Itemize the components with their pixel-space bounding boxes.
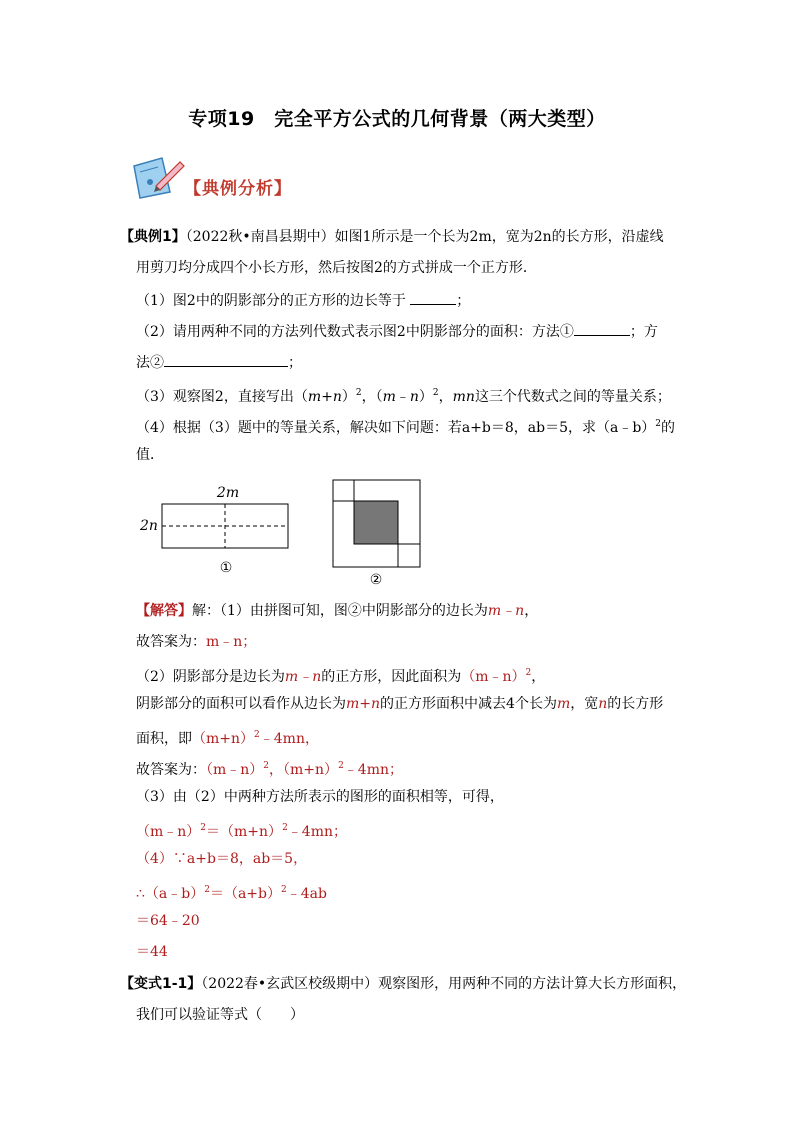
variant-tag: 【变式1-1】 [120,976,202,992]
example-text-1: （2022秋•南昌县期中）如图1所示是一个长为2m，宽为2n的长方形，沿虚线 [185,229,664,245]
question-4: （4）根据（3）题中的等量关系，解决如下问题：若a+b＝8，ab＝5，求（a﹣b）$^2$的 [136,419,676,436]
example-tag: 【典例1】 [120,229,186,245]
question-2a: （2）请用两种不同的方法列代数式表示图2中阴影部分的面积：方法① ；方 [136,321,658,342]
question-4-line-2: 值． [136,447,164,463]
page-title: 专项19 完全平方公式的几何背景（两大类型） [188,108,606,130]
figure-1 [138,480,298,580]
variant-line-1: 【变式1-1】（2022春•玄武区校级期中）观察图形，用两种不同的方法计算大长方形面积， [120,976,687,992]
answer-blank-1[interactable] [410,290,456,305]
variant-line-2: 我们可以验证等式（ ） [136,1007,304,1023]
solution-line-2: 故答案为：m﹣n； [136,634,257,650]
fig2-caption: ② [369,572,383,588]
solution-line-12: ＝44 [136,944,168,960]
figure-2 [330,478,426,590]
question-1: （1）图2中的阴影部分的正方形的边长等于 ； [136,290,470,311]
solution-tag: 【解答】 [136,603,192,619]
solution-line-3: （2）阴影部分是边长为m﹣n的正方形，因此面积为（m﹣n）$^2$， [136,668,546,685]
solution-line-10: $\therefore(a﹣b)^2=(a+b)^2﹣4ab$ [136,885,327,902]
solution-line-4: 阴影部分的面积可以看作从边长为m+n的正方形面积中减去4个长为m，宽n的长方形 [136,696,664,712]
answer-blank-2a[interactable] [574,321,630,336]
example-line-1 [120,227,664,247]
answer-blank-2b[interactable] [164,352,288,367]
pencil-paper-icon [128,152,186,202]
fig1-caption: ① [219,560,233,576]
solution-line-8: $(m﹣n)^2=(m+n)^2﹣4mn$； [136,823,347,840]
question-2b: 法② ； [136,352,302,373]
solution-line-6: 故答案为：（m﹣n）$^2$，$(m+n)^2﹣4mn$； [136,761,403,778]
solution-line-7: （3）由（2）中两种方法所表示的图形的面积相等，可得， [136,789,504,805]
example-line-2: 用剪刀均分成四个小长方形，然后按图2的方式拼成一个正方形． [136,260,537,276]
section-badge-label: 【典例分析】 [184,179,292,199]
section-badge [128,152,328,202]
question-3: （3）观察图2，直接写出$(m+n)^2$，（m﹣n）$^2$，mn这三个代数式之间的等量关系； [136,388,671,405]
solution-line-5: 面积，即$(m+n)^2﹣4mn$， [136,730,319,747]
fig1-left-label: 2n [140,518,158,534]
solution-line-11: ＝64﹣20 [136,913,200,929]
fig1-top-label: 2m [216,485,240,501]
solution-line-9: （4）∵a+b＝8，ab＝5， [136,851,308,867]
solution-line-1: 【解答】解：（1）由拼图可知，图②中阴影部分的边长为m﹣n， [136,603,539,619]
fig2-shaded-square [354,501,398,544]
